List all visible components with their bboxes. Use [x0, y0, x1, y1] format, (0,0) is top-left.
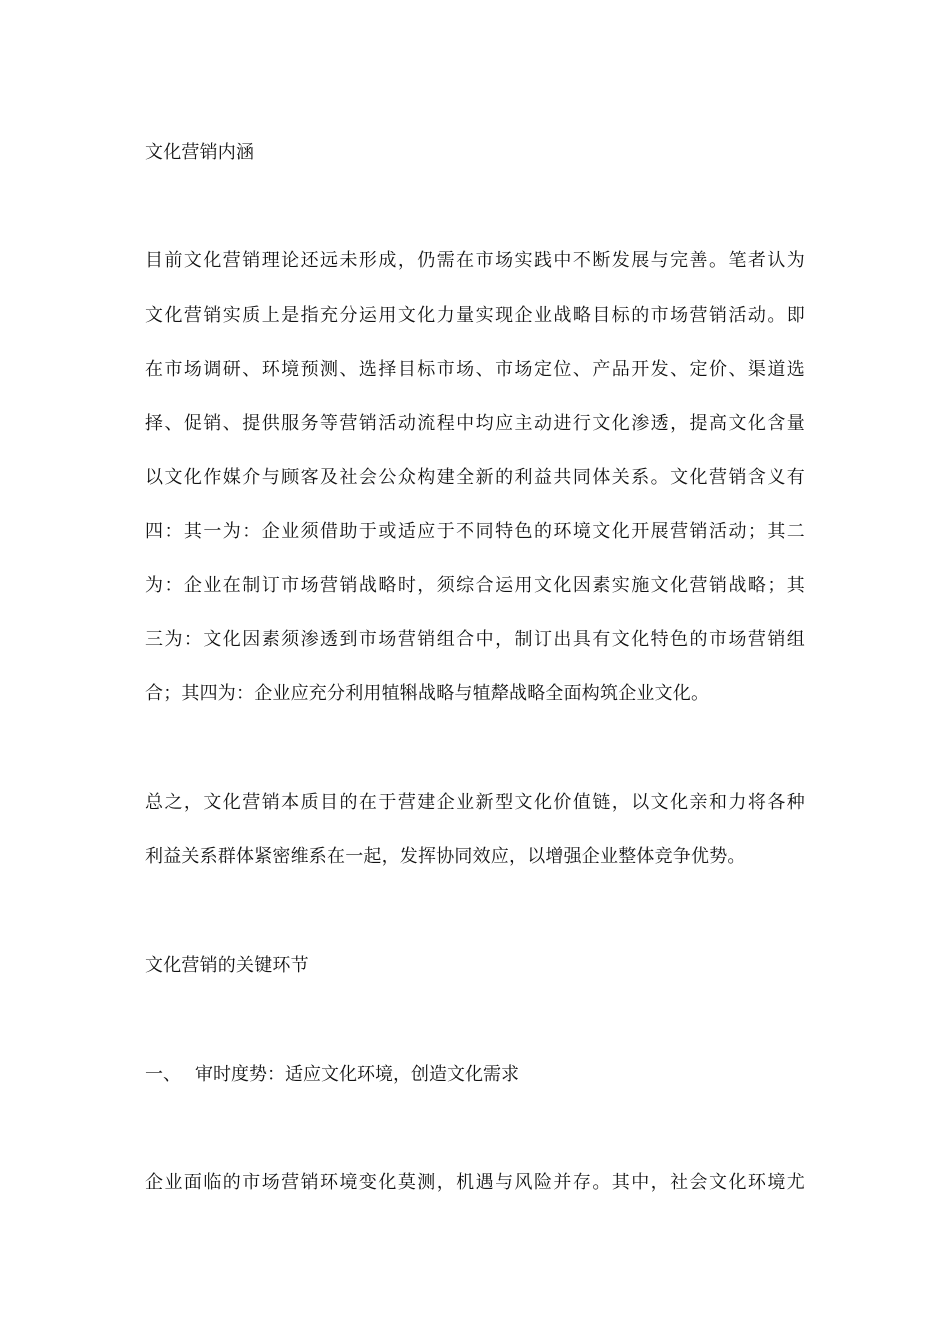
subheading-text: 审时度势：适应文化环境，创造文化需求 [195, 1064, 519, 1085]
paragraph-line: 企业面临的市场营销环境变化莫测，机遇与风险并存。其中，社会文化环境尤 [145, 1172, 805, 1193]
paragraph-line: 总之，文化营销本质目的在于营建企业新型文化价值链，以文化亲和力将各种 [145, 792, 805, 813]
paragraph-line: 目前文化营销理论还远未形成，仍需在市场实践中不断发展与完善。笔者认为 [145, 250, 805, 271]
paragraph-line: 以文化作媒介与顾客及社会公众构建全新的利益共同体关系。文化营销含义有 [145, 467, 805, 488]
paragraph-line: 择、促销、提供服务等营销活动流程中均应主动进行文化渗透，提高文化含量 [145, 413, 805, 434]
section-heading: 文化营销的关键环节 [145, 955, 309, 976]
paragraph-line: 四：其一为：企业须借助于或适应于不同特色的环境文化开展营销活动；其二 [145, 521, 805, 542]
paragraph-line: 利益关系群体紧密维系在一起，发挥协同效应，以增强企业整体竞争优势。 [145, 846, 746, 867]
numbered-subheading [145, 1064, 519, 1086]
paragraph-line: 为：企业在制订市场营销战略时，须综合运用文化因素实施文化营销战略；其 [145, 575, 805, 596]
paragraph-line: 在市场调研、环境预测、选择目标市场、市场定位、产品开发、定价、渠道选 [145, 359, 805, 380]
subheading-number: 一、 [145, 1064, 181, 1085]
paragraph-line: 文化营销实质上是指充分运用文化力量实现企业战略目标的市场营销活动。即 [145, 305, 805, 326]
paragraph-line: 三为：文化因素须渗透到市场营销组合中，制订出具有文化特色的市场营销组 [145, 629, 805, 650]
paragraph-line: 合；其四为：企业应充分利用犆犐战略与犆犛战略全面构筑企业文化。 [145, 683, 710, 704]
section-heading: 文化营销内涵 [145, 142, 255, 163]
